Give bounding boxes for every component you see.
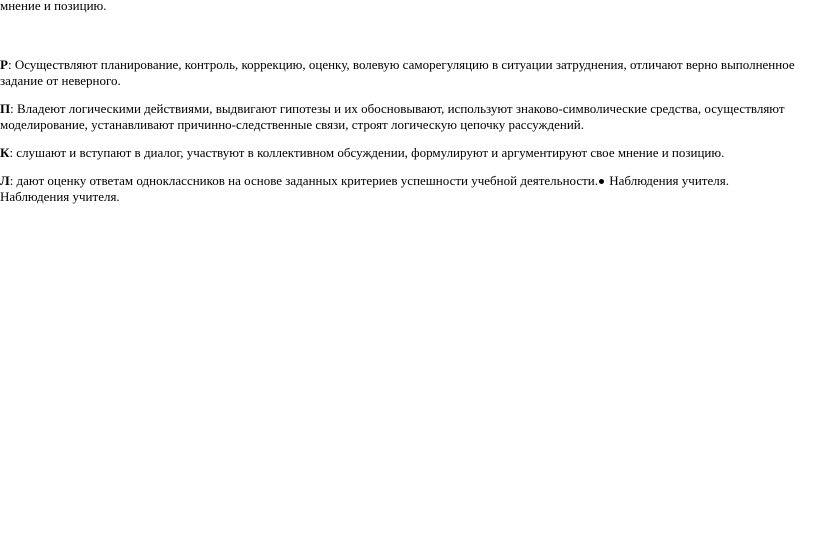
- paragraph-label-k: К: [0, 145, 10, 160]
- paragraph-communicative: [0, 145, 812, 161]
- paragraph-label-p: П: [0, 101, 11, 116]
- paragraph-text-r: : Осуществляют планирование, контроль, коррекцию, оценку, волевую саморегуляцию в ситуации затруднения, отличают верно выполненное задание от неверного.: [0, 57, 795, 88]
- bullet-icon: [599, 179, 604, 184]
- paragraph-text-p: : Владеют логическими действиями, выдвигают гипотезы и их обосновывают, используют знаково-символические средства, осуществляют моделирование, устанавливают причинно-следственные связи, строят логическую цепочку рассуждений.: [0, 101, 785, 132]
- paragraph-cognitive: [0, 101, 812, 133]
- top-text-fragment: мнение и позицию.: [0, 0, 107, 13]
- teacher-observation-inline: Наблюдения учителя.: [606, 173, 729, 188]
- paragraph-line-l: [0, 173, 812, 189]
- teacher-observation-line: Наблюдения учителя.: [0, 189, 120, 204]
- paragraph-regulatory: [0, 57, 812, 89]
- paragraph-label-r: Р: [0, 57, 8, 72]
- paragraph-text-l: : дают оценку ответам одноклассников на основе заданных критериев успешности учебной деятельности.: [9, 173, 599, 188]
- paragraph-personal: [0, 173, 812, 205]
- paragraph-label-l: Л: [0, 173, 10, 188]
- paragraph-text-k: : слушают и вступают в диалог, участвуют в коллективном обсуждении, формулируют и аргументируют свое мнение и позицию.: [9, 145, 725, 160]
